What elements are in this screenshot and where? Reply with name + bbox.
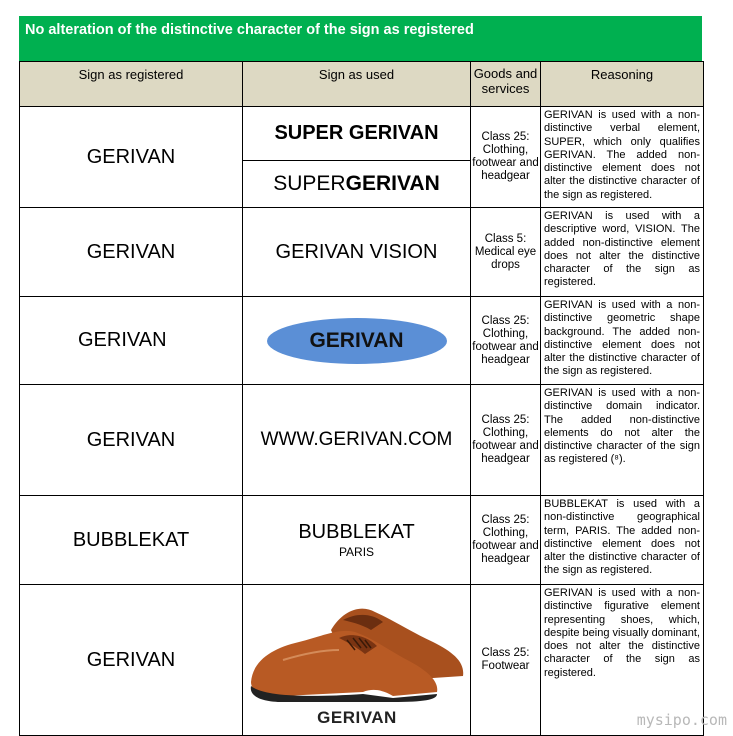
sign-registered: GERIVAN: [20, 297, 243, 385]
sign-used: GERIVAN: [317, 708, 397, 727]
sign-used-cell: [243, 585, 471, 736]
goods-services: Class 25: Clothing, footwear and headgear: [471, 385, 541, 496]
sign-registered: GERIVAN: [20, 585, 243, 736]
sign-used: [243, 160, 470, 207]
header-row: [20, 62, 704, 107]
table-row: [20, 208, 704, 297]
goods-services: Class 5: Medical eye drops: [471, 208, 541, 297]
table-row: [20, 297, 704, 385]
sign-registered: BUBBLEKAT: [20, 496, 243, 585]
reasoning: GERIVAN is used with a descriptive word, VISION. The added non-distinctive element does not alter the distinctive character of the sign as registered.: [541, 208, 704, 297]
sign-registered: GERIVAN: [20, 107, 243, 208]
table-row: [20, 107, 704, 208]
goods-services: Class 25: Footwear: [471, 585, 541, 736]
sign-used-cell: [243, 107, 471, 208]
sign-used: SUPER GERIVAN: [243, 108, 470, 161]
sign-used: GERIVAN VISION: [243, 208, 471, 297]
sign-used: GERIVAN: [309, 328, 404, 352]
sign-used: BUBBLEKAT: [298, 521, 415, 543]
goods-services: Class 25: Clothing, footwear and headgear: [471, 297, 541, 385]
reasoning: GERIVAN is used with a non-distinctive verbal element, SUPER, which only qualifies GERIVAN. The added non-distinctive element does not alter the distinctive character of the sign as registered.: [541, 107, 704, 208]
watermark: mysipo.com: [636, 711, 727, 729]
column-header: Sign as used: [243, 62, 471, 107]
sign-registered: GERIVAN: [20, 208, 243, 297]
table-title: No alteration of the distinctive character of the sign as registered: [19, 16, 702, 61]
sign-used-cell: [243, 297, 471, 385]
column-header: Goods and services: [471, 62, 541, 107]
examples-table: [19, 61, 704, 736]
sign-registered: GERIVAN: [20, 385, 243, 496]
sign-used-subtitle: PARIS: [338, 545, 375, 559]
shoes-icon: [243, 590, 471, 710]
table-row: [20, 496, 704, 585]
goods-services: Class 25: Clothing, footwear and headgear: [471, 107, 541, 208]
sign-used-cell: [243, 496, 471, 585]
column-header: Reasoning: [541, 62, 704, 107]
reasoning: BUBBLEKAT is used with a non-distinctive geographical term, PARIS. The added non-distinctive element does not alter the distinctive character of the sign as registered.: [541, 496, 704, 585]
sign-used-variants: [243, 108, 470, 207]
sign-used-bold: GERIVAN: [345, 171, 440, 195]
table-row: [20, 385, 704, 496]
sign-used-plain: SUPER: [273, 171, 346, 195]
reasoning: GERIVAN is used with a non-distinctive figurative element representing shoes, which, despite being visually dominant, does not alter the distinctive character of the sign as registered.: [541, 585, 704, 736]
table-row: [20, 585, 704, 736]
reasoning: GERIVAN is used with a non-distinctive domain indicator. The added non-distinctive elements do not alter the distinctive character of the sign as registered (⁸).: [541, 385, 704, 496]
goods-services: Class 25: Clothing, footwear and headgear: [471, 496, 541, 585]
sign-used: WWW.GERIVAN.COM: [243, 385, 471, 496]
column-header: Sign as registered: [20, 62, 243, 107]
sign-used-ellipse-logo: [267, 318, 447, 364]
reasoning: GERIVAN is used with a non-distinctive geometric shape background. The added non-distinctive element does not alter the distinctive character of the sign as registered.: [541, 297, 704, 385]
